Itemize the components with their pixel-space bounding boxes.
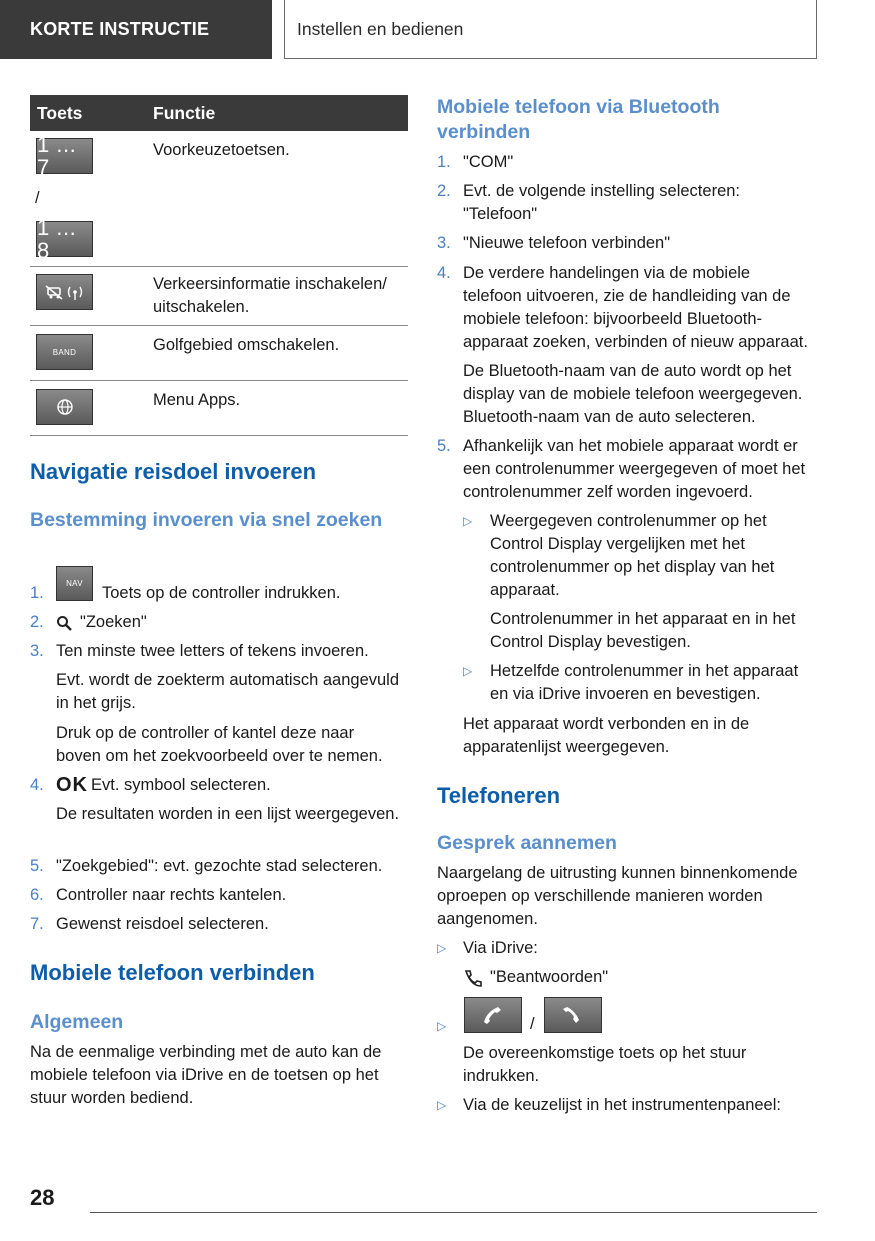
bullet-triangle-icon: ▷ [463, 664, 473, 678]
traffic-info-key [36, 274, 93, 310]
step-text: Afhankelijk van het mobiele apparaat wordt er een controlenummer weergegeven of moet het controlenummer zelf worden ingevoerd. [463, 437, 806, 501]
bullet-text: Via iDrive: [463, 939, 538, 957]
step-text: "Nieuwe telefoon verbinden" [463, 234, 671, 252]
bullet-triangle-icon: ▷ [463, 514, 473, 528]
chapter-title: Instellen en bedienen [297, 18, 464, 39]
section-tab [0, 0, 272, 59]
general-title: Algemeen [30, 1011, 124, 1033]
bullet-note: Controlenummer in het apparaat en in het Control Display bevestigen. [490, 610, 796, 651]
step-text: "COM" [463, 153, 514, 171]
step-note: De resultaten worden in een lijst weergegeven. [56, 805, 400, 823]
table-row [30, 326, 408, 381]
table-row [30, 267, 408, 326]
traffic-info-icon [43, 281, 87, 303]
page-number: 28 [30, 1185, 55, 1210]
table-row [30, 131, 408, 267]
calling-section-title: Telefoneren [437, 783, 561, 808]
band-key: BAND [36, 334, 93, 370]
step-text: Toets op de controller indrukken. [102, 584, 341, 602]
step-text: "Zoekgebied": evt. gezochte stad selecteren. [56, 857, 383, 875]
col-function-header: Functie [153, 103, 216, 123]
table-header [30, 95, 408, 131]
bullet-triangle-icon: ▷ [437, 1098, 447, 1112]
preset-key-8: 1 ... 8 [36, 221, 93, 257]
preset-key-7: 1 ... 7 [36, 138, 93, 174]
step-text: Gewenst reisdoel selecteren. [56, 915, 269, 933]
bullet-text: Via de keuzelijst in het instrumentenpaneel: [463, 1096, 781, 1114]
end-call-key [544, 997, 602, 1033]
step-text: "Zoeken" [80, 613, 147, 631]
step-text: Evt. de volgende instelling selecteren: "Telefoon" [463, 182, 741, 223]
function-text: Golfgebied omschakelen. [153, 336, 340, 354]
phone-handset-icon [463, 969, 483, 987]
table-row [30, 381, 408, 436]
key-separator: / [530, 1015, 535, 1033]
footer-rule [90, 1212, 817, 1213]
col-key-header: Toets [37, 103, 83, 123]
step-text: Evt. symbool selecteren. [91, 776, 271, 794]
bullet-triangle-icon: ▷ [437, 941, 447, 955]
answer-call-key [464, 997, 522, 1033]
step-text: Controller naar rechts kantelen. [56, 886, 287, 904]
phone-hangup-icon [560, 1004, 586, 1026]
nav-key: NAV [56, 566, 93, 601]
bullet-triangle-icon: ▷ [437, 1019, 447, 1033]
apps-key [36, 389, 93, 425]
phone-section-title: Mobiele telefoon verbinden [30, 960, 315, 985]
general-text: Na de eenmalige verbinding met de auto kan de mobiele telefoon via iDrive en de toetsen op het stuur worden bediend. [30, 1043, 382, 1107]
apps-globe-icon [56, 398, 74, 416]
key-separator: / [35, 189, 40, 207]
chapter-tab [284, 0, 817, 59]
bullet-text: Weergegeven controlenummer op het Control Display vergelijken met het controlenummer op het display van het apparaat. [490, 512, 775, 599]
step-text: De verdere handelingen via de mobiele telefoon uitvoeren, zie de handleiding van de mobiele telefoon: bijvoorbeeld Bluetooth-apparaat zoeken, verbinden of nieuw apparaat. [463, 264, 808, 351]
step-note: De Bluetooth-naam van de auto wordt op het display van de mobiele telefoon weergegeven. Bluetooth-naam van de auto selecteren. [463, 362, 803, 426]
wheel-note: De overeenkomstige toets op het stuur indrukken. [463, 1044, 747, 1085]
function-text: Menu Apps. [153, 391, 241, 409]
bt-section-title: Mobiele telefoon via Bluetooth verbinden [437, 96, 720, 143]
search-icon [56, 615, 73, 632]
function-text: Verkeersinformatie inschakelen/ uitschakelen. [153, 275, 387, 316]
key-function-table [30, 95, 408, 436]
section-title: KORTE INSTRUCTIE [30, 19, 210, 39]
step-text: Ten minste twee letters of tekens invoeren. [56, 642, 369, 660]
quick-search-title: Bestemming invoeren via snel zoeken [30, 509, 383, 531]
phone-pickup-icon [480, 1004, 506, 1026]
function-text: Voorkeuzetoetsen. [153, 141, 290, 159]
connected-note: Het apparaat wordt verbonden en in de apparatenlijst weergegeven. [463, 715, 750, 756]
answer-call-title: Gesprek aannemen [437, 832, 617, 854]
bullet-text: Hetzelfde controlenummer in het apparaat en via iDrive invoeren en bevestigen. [490, 662, 799, 703]
ok-icon: OK [56, 774, 88, 796]
step-note: Druk op de controller of kantel deze naar boven om het zoekvoorbeeld over te nemen. [56, 724, 383, 765]
answer-label: "Beantwoorden" [490, 968, 609, 986]
step-note: Evt. wordt de zoekterm automatisch aangevuld in het grijs. [56, 671, 400, 712]
answer-text: Naargelang de uitrusting kunnen binnenkomende oproepen op verschillende manieren worden aangenomen. [437, 864, 798, 928]
nav-section-title: Navigatie reisdoel invoeren [30, 459, 317, 484]
